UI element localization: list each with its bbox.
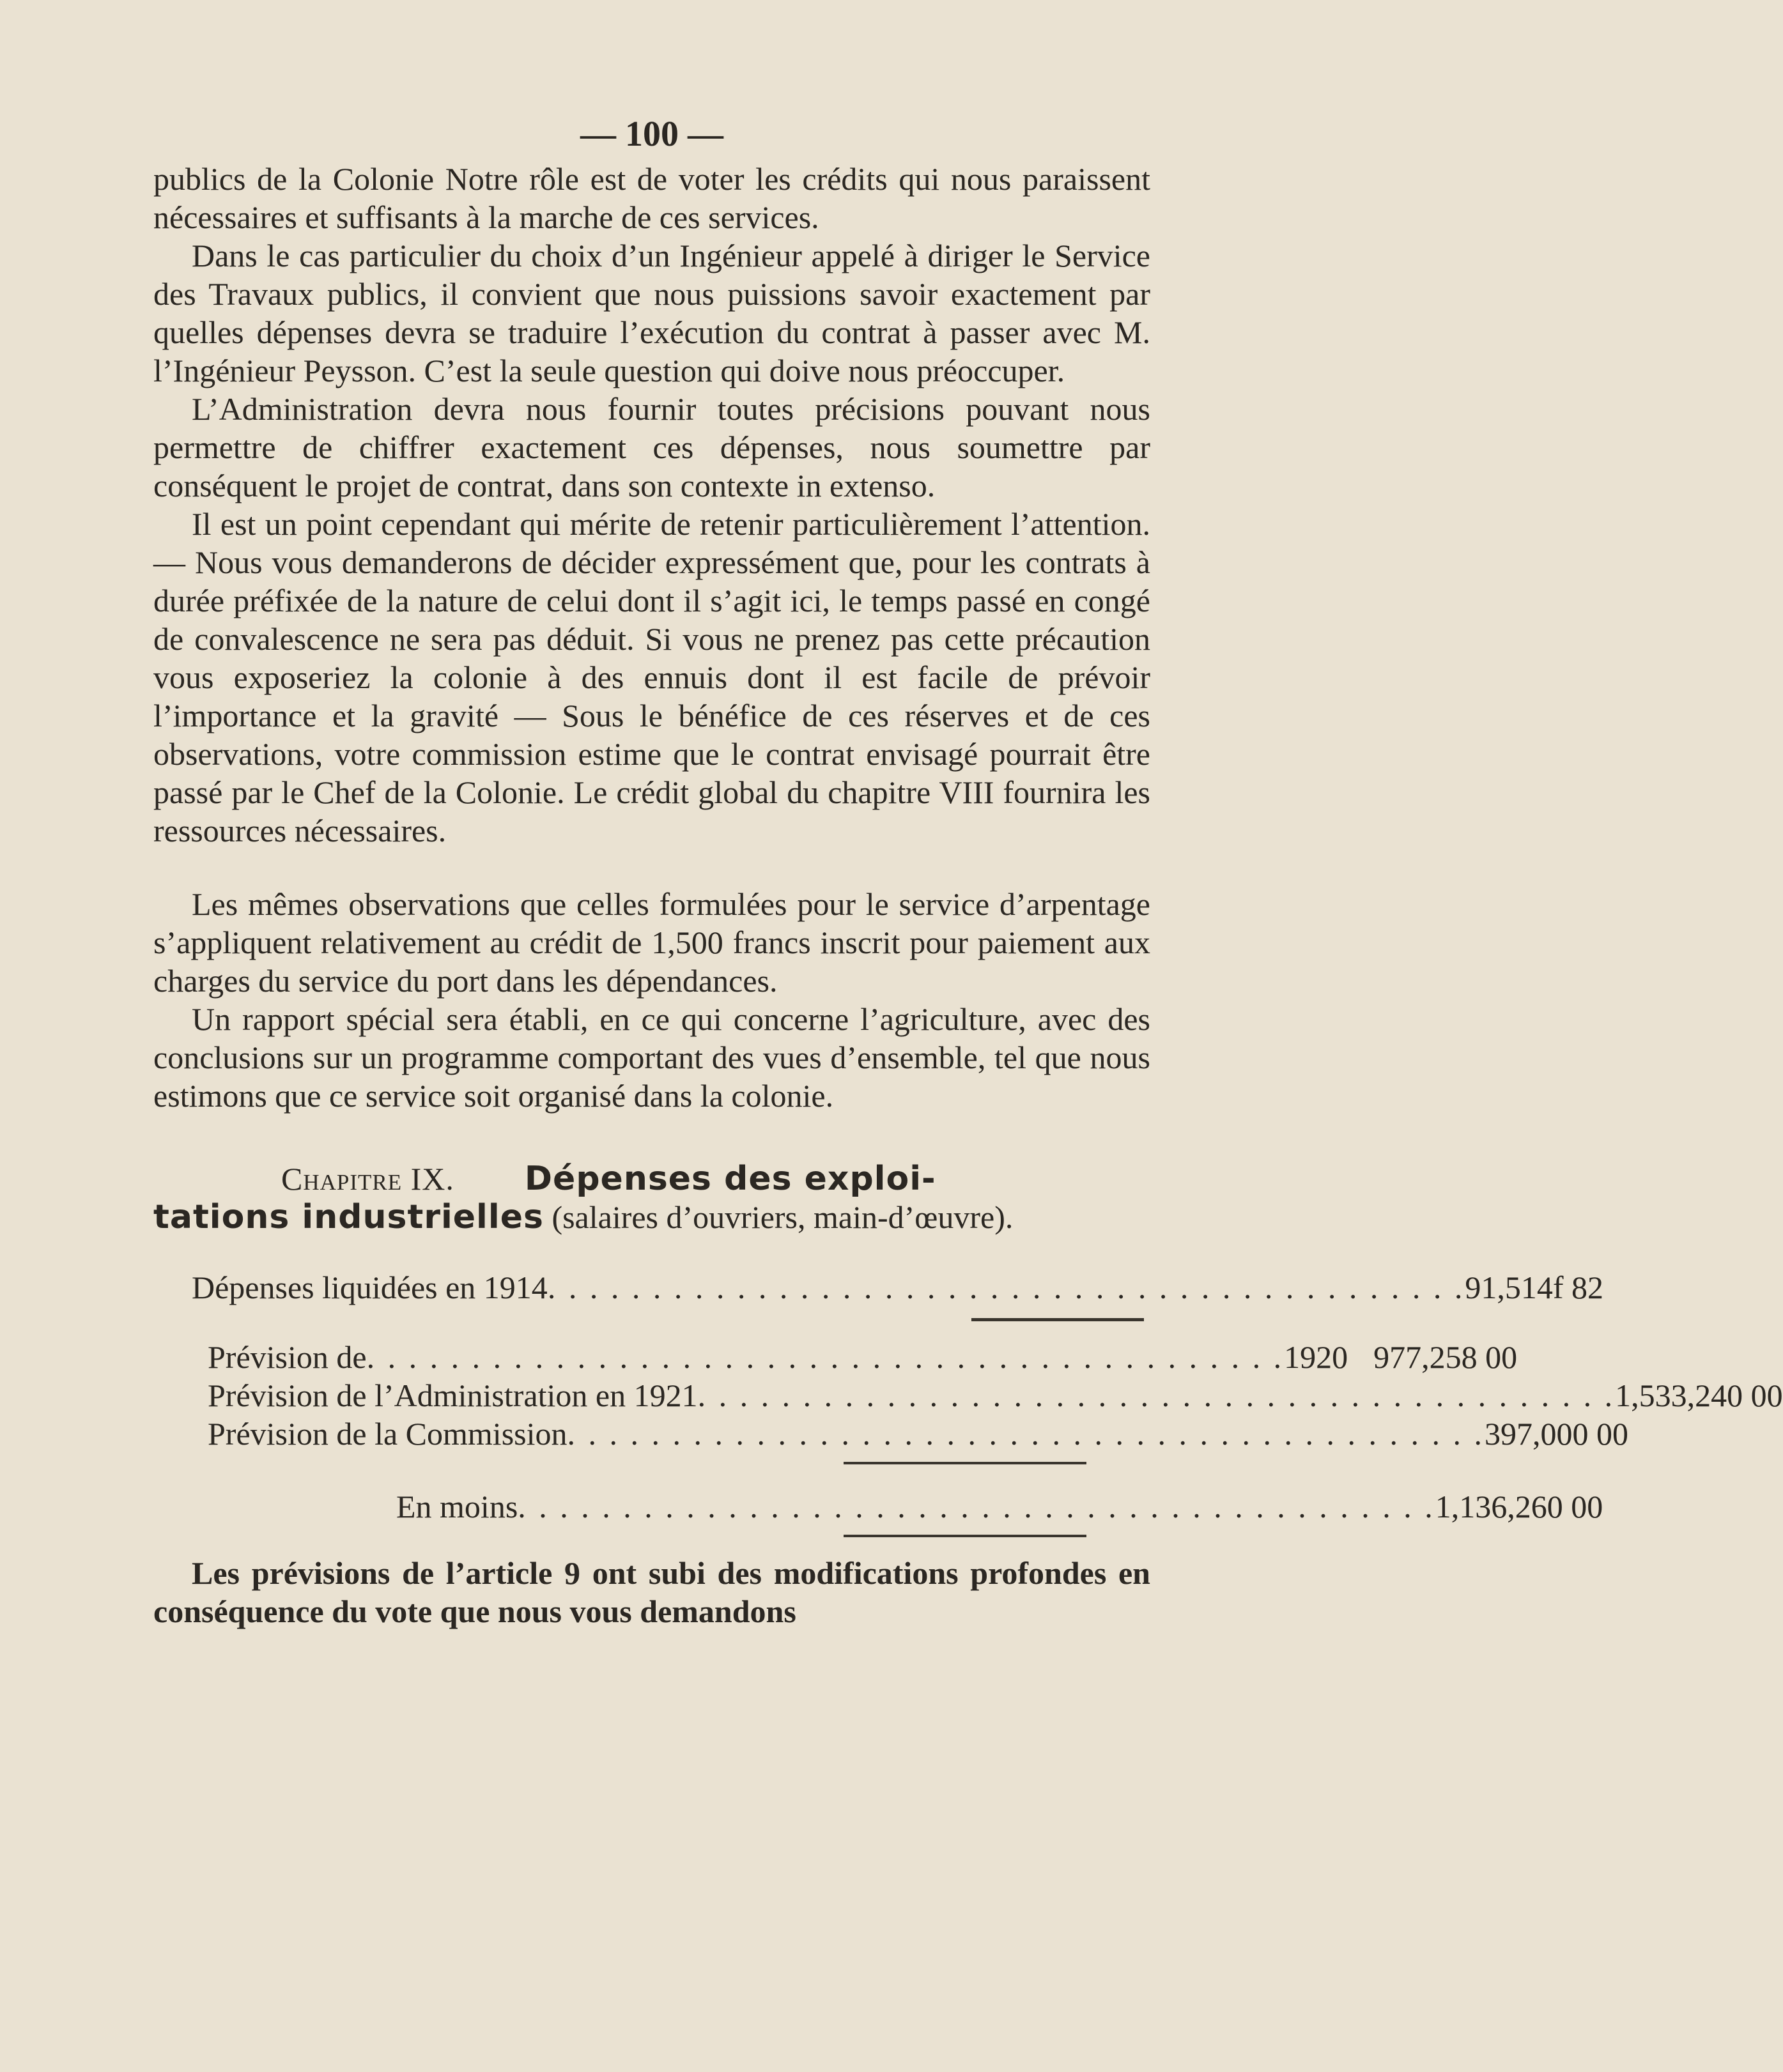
commission-label: Prévision de la Commission [208,1416,567,1452]
liquidated-amount: 91,514f 82 [1465,1270,1603,1305]
page-number: — 100 — [580,114,723,154]
separator-rule [844,1535,1086,1537]
prevision-amount: 977,258 00 [1373,1339,1518,1375]
moins-amount: 1,136,260 00 [1435,1489,1603,1524]
moins-row [153,1487,1603,1526]
prevision-year: 1920 [1284,1339,1348,1375]
paragraph-3: L’Administration devra nous fournir toutes précisions pouvant nous permettre de chiffrer exactement ces dépenses, nous soumettre par conséquent le projet de contrat, dans son contexte in extenso. [153,391,1150,503]
paragraph-4: Il est un point cependant qui mérite de retenir particulièrement l’attention. — Nous vous demanderons de décider expressément que, pour les contrats à durée préfixée de la nature de celui dont il s’agit ici, le temps passé en congé de convalescence ne sera pas déduit. Si vous ne prenez pas cette précaution vous exposeriez la colonie à des ennuis dont il est facile de prévoir l’importance et la gravité — Sous le bénéfice de ces réserves et de ces observations, votre commission estime que le contrat envisagé pourrait être passé par le Chef de la Colonie. Le crédit global du chapitre VIII fournira les ressources nécessaires. [153,506,1150,848]
chapter-label: Chapitre IX. [281,1161,454,1197]
admin-row [153,1376,1783,1415]
paragraph-5: Les mêmes observations que celles formulées pour le service d’arpentage s’appliquent relativement au crédit de 1,500 francs inscrit pour paiement aux charges du service du port dans les dépendances. [153,886,1150,999]
chapter-subtitle: (salaires d’ouvriers, main-d’œuvre). [552,1199,1014,1235]
separator-rule [844,1462,1086,1464]
liquidated-row [153,1268,1603,1307]
commission-row [153,1415,1628,1453]
commission-amount: 397,000 00 [1485,1416,1628,1452]
prevision-label: Prévision de [208,1339,367,1375]
chapter-title-part2: tations industrielles [153,1198,544,1236]
admin-label: Prévision de l’Administration en 1921 [208,1377,698,1413]
final-paragraph: Les prévisions de l’article 9 ont subi des modifications profondes en conséquence du vote que nous vous demandons [153,1555,1150,1629]
chapter-heading-continued [153,1198,1150,1236]
chapter-title-part1: Dépenses des exploi- [524,1160,936,1198]
paragraph-1: publics de la Colonie Notre rôle est de voter les crédits qui nous paraissent nécessaires et suffisants à la marche de ces services. [153,161,1150,235]
admin-amount: 1,533,240 00 [1615,1377,1783,1413]
chapter-heading [153,1160,1150,1198]
paragraph-2: Dans le cas particulier du choix d’un Ingénieur appelé à diriger le Service des Travaux publics, il convient que nous puissions savoir exactement par quelles dépenses devra se traduire l’exécution du contrat à passer avec M. l’Ingénieur Peysson. C’est la seule question qui doive nous préoccuper. [153,238,1150,388]
prevision-row [153,1338,1518,1376]
liquidated-label: Dépenses liquidées en 1914 [192,1270,548,1305]
document-page [153,109,1783,2000]
separator-rule [971,1318,1144,1321]
paragraph-6: Un rapport spécial sera établi, en ce qui concerne l’agriculture, avec des conclusions sur un programme comportant des vues d’ensemble, tel que nous estimons que ce service soit organisé dans la colonie. [153,1001,1150,1114]
moins-label: En moins [396,1489,518,1524]
